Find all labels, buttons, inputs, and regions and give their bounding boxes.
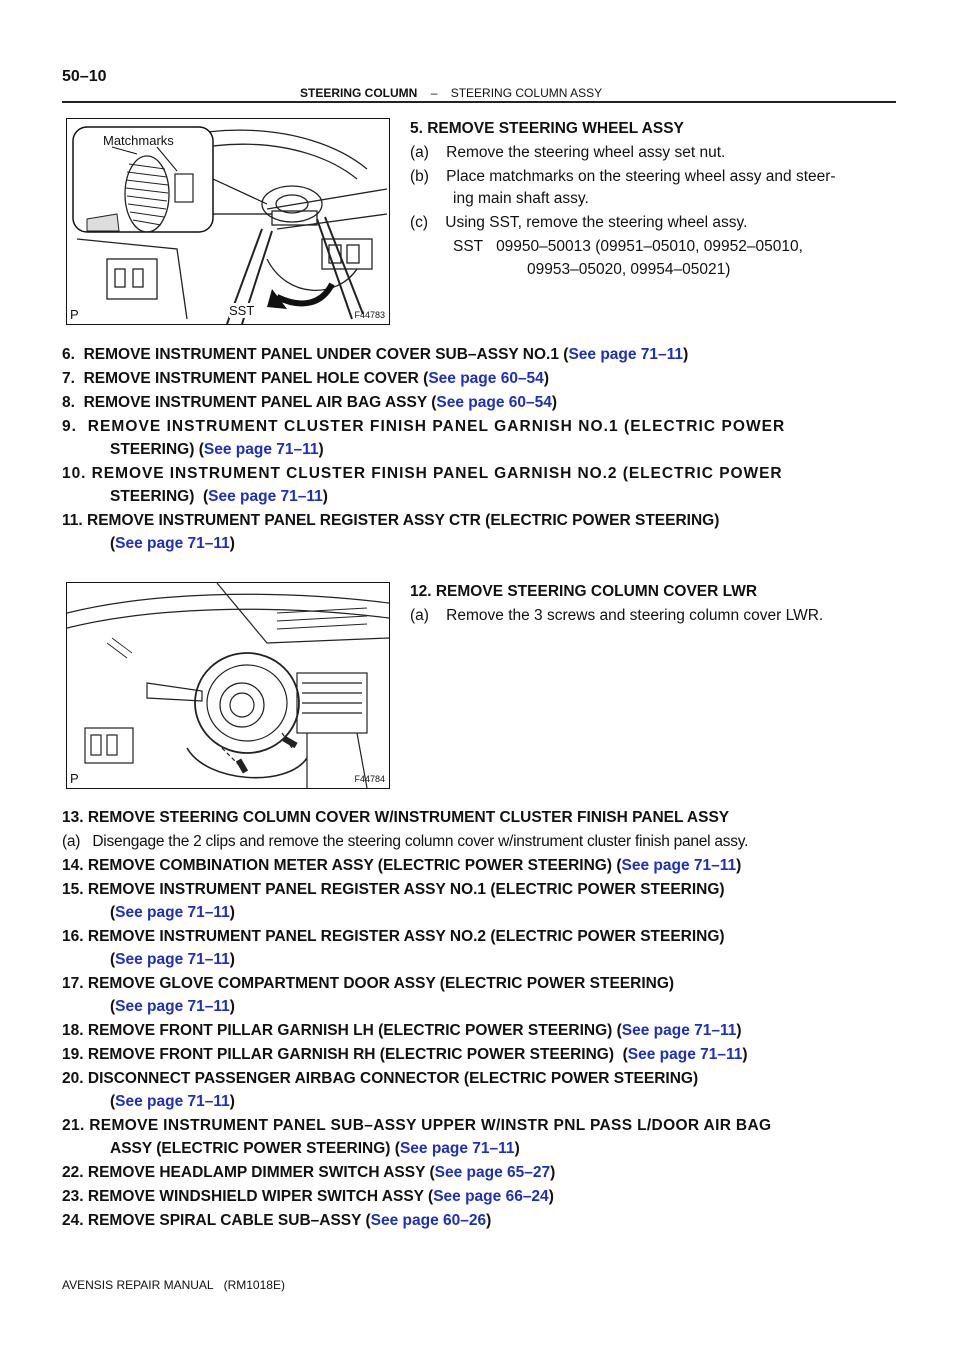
step-19-close: ) — [742, 1046, 748, 1063]
step-6-close: ) — [683, 346, 689, 363]
step-15-text: REMOVE INSTRUMENT PANEL REGISTER ASSY NO.1 (ELECTRIC POWER STEERING) — [87, 881, 725, 898]
step-19-text: REMOVE FRONT PILLAR GARNISH RH (ELECTRIC POWER STEERING) ( — [87, 1046, 628, 1063]
step-19 — [62, 1046, 748, 1064]
step-21-line1: 21. REMOVE INSTRUMENT PANEL SUB–ASSY UPPER W/INSTR PNL PASS L/DOOR AIR BAG — [62, 1117, 772, 1134]
step-8-close: ) — [551, 394, 558, 411]
callout-sst: SST — [229, 303, 255, 318]
step-10-line1: 10. REMOVE INSTRUMENT CLUSTER FINISH PANEL GARNISH NO.2 (ELECTRIC POWER — [62, 465, 783, 482]
step-21-text: ASSY (ELECTRIC POWER STEERING) ( — [110, 1140, 400, 1157]
step-9-line1: 9. REMOVE INSTRUMENT CLUSTER FINISH PANEL GARNISH NO.1 (ELECTRIC POWER — [62, 418, 786, 435]
step-24-close: ) — [486, 1212, 492, 1229]
step-20-text: DISCONNECT PASSENGER AIRBAG CONNECTOR (ELECTRIC POWER STEERING) — [87, 1070, 699, 1087]
step-23-number: 23. — [62, 1188, 84, 1205]
step-5b-line2: ing main shaft assy. — [453, 190, 589, 207]
header-breadcrumb — [300, 86, 602, 100]
step-10-line2 — [110, 488, 328, 506]
step-14-number: 14. — [62, 857, 84, 874]
step-18-close: ) — [736, 1022, 742, 1039]
steering-wheel-illustration — [67, 119, 389, 324]
step-23-close: ) — [548, 1188, 554, 1205]
step-20-number: 20. — [62, 1070, 84, 1087]
step-10-text: STEERING) ( — [110, 488, 209, 505]
step-14-text: REMOVE COMBINATION METER ASSY (ELECTRIC POWER STEERING) ( — [87, 857, 622, 874]
step-21-link[interactable]: See page 71–11 — [399, 1140, 515, 1157]
step-8-text: REMOVE INSTRUMENT PANEL AIR BAG ASSY ( — [83, 394, 437, 411]
figure-column-cover-removal — [66, 582, 390, 789]
figure2-marker: P — [70, 771, 79, 786]
step-18-number: 18. — [62, 1022, 84, 1039]
step-22-close: ) — [550, 1164, 556, 1181]
step-14-close: ) — [736, 857, 742, 874]
step-20-line1 — [62, 1070, 698, 1088]
step-16-number: 16. — [62, 928, 84, 945]
page-number: 50–10 — [62, 68, 107, 85]
step-17-number: 17. — [62, 975, 84, 992]
step-19-link[interactable]: See page 71–11 — [627, 1046, 743, 1063]
step-5-sst-line1: SST 09950–50013 (09951–05010, 09952–05010, — [453, 238, 803, 255]
step-16-line1 — [62, 928, 725, 946]
step-5a: (a) Remove the steering wheel assy set nut. — [410, 144, 726, 161]
header-section: STEERING COLUMN — [300, 86, 418, 100]
step-23-link[interactable]: See page 66–24 — [433, 1188, 549, 1205]
step-23-text: REMOVE WINDSHIELD WIPER SWITCH ASSY ( — [87, 1188, 434, 1205]
step-11-text: ( — [110, 535, 116, 552]
step-5-sst-line2: 09953–05020, 09954–05021) — [527, 261, 731, 278]
step-10-link[interactable]: See page 71–11 — [208, 488, 323, 505]
step-8 — [62, 394, 557, 412]
step-7 — [62, 370, 549, 388]
step-18-text: REMOVE FRONT PILLAR GARNISH LH (ELECTRIC POWER STEERING) ( — [87, 1022, 622, 1039]
step-21-line2 — [110, 1140, 520, 1158]
step-8-number: 8. — [62, 394, 75, 411]
footer-manual-title: AVENSIS REPAIR MANUAL (RM1018E) — [62, 1278, 285, 1292]
step-17-link[interactable]: See page 71–11 — [115, 998, 230, 1015]
step-13-title: 13. REMOVE STEERING COLUMN COVER W/INSTRUMENT CLUSTER FINISH PANEL ASSY — [62, 809, 730, 826]
step-19-number: 19. — [62, 1046, 84, 1063]
column-cover-illustration — [67, 583, 389, 788]
callout-matchmarks: Matchmarks — [103, 133, 174, 148]
step-16-link[interactable]: See page 71–11 — [115, 951, 230, 968]
step-16-text: REMOVE INSTRUMENT PANEL REGISTER ASSY NO.2 (ELECTRIC POWER STEERING) — [87, 928, 725, 945]
step-24-link[interactable]: See page 60–26 — [370, 1212, 487, 1229]
step-7-link[interactable]: See page 60–54 — [428, 370, 544, 387]
step-11-link[interactable]: See page 71–11 — [115, 535, 230, 552]
step-9-link[interactable]: See page 71–11 — [203, 441, 319, 458]
figure2-id: F44784 — [354, 774, 385, 784]
step-12-title: 12. REMOVE STEERING COLUMN COVER LWR — [410, 583, 758, 600]
step-15-line2: (See page 71–11) — [110, 904, 235, 921]
step-18 — [62, 1022, 742, 1040]
step-7-close: ) — [543, 370, 549, 387]
step-17-line1 — [62, 975, 674, 993]
step-22 — [62, 1164, 555, 1182]
step-22-link[interactable]: See page 65–27 — [434, 1164, 551, 1181]
step-11-line2 — [110, 535, 235, 553]
step-20-link[interactable]: See page 71–11 — [115, 1093, 230, 1110]
step-22-number: 22. — [62, 1164, 84, 1181]
step-23 — [62, 1188, 554, 1206]
step-8-link[interactable]: See page 60–54 — [436, 394, 552, 411]
step-7-number: 7. — [62, 370, 75, 387]
step-10-close: ) — [322, 488, 328, 505]
step-15-number: 15. — [62, 881, 84, 898]
step-7-text: REMOVE INSTRUMENT PANEL HOLE COVER ( — [83, 370, 429, 387]
step-11-close: ) — [229, 535, 235, 552]
figure-id: F44783 — [354, 310, 385, 320]
step-20-line2: (See page 71–11) — [110, 1093, 235, 1110]
step-5-title: 5. REMOVE STEERING WHEEL ASSY — [410, 120, 684, 137]
step-13a: (a) Disengage the 2 clips and remove the steering column cover w/instrument cluster finish panel assy. — [62, 833, 749, 850]
step-6-number: 6. — [62, 346, 75, 363]
step-6-text: REMOVE INSTRUMENT PANEL UNDER COVER SUB–ASSY NO.1 ( — [83, 346, 569, 363]
step-12a: (a) Remove the 3 screws and steering column cover LWR. — [410, 607, 824, 624]
step-18-link[interactable]: See page 71–11 — [621, 1022, 737, 1039]
step-24-text: REMOVE SPIRAL CABLE SUB–ASSY ( — [87, 1212, 371, 1229]
step-15-line1 — [62, 881, 725, 899]
step-9-close: ) — [318, 441, 324, 458]
header-subsection: STEERING COLUMN ASSY — [450, 86, 603, 100]
figure-marker: P — [70, 307, 79, 322]
step-16-line2: (See page 71–11) — [110, 951, 235, 968]
step-9-line2 — [110, 441, 324, 459]
step-15-link[interactable]: See page 71–11 — [115, 904, 230, 921]
step-24 — [62, 1212, 491, 1230]
header-separator: – — [430, 86, 438, 100]
step-6-link[interactable]: See page 71–11 — [568, 346, 684, 363]
step-14-link[interactable]: See page 71–11 — [621, 857, 737, 874]
step-11-line1: 11. REMOVE INSTRUMENT PANEL REGISTER ASSY CTR (ELECTRIC POWER STEERING) — [62, 512, 720, 529]
step-9-text: STEERING) ( — [110, 441, 204, 458]
step-24-number: 24. — [62, 1212, 84, 1229]
step-17-text: REMOVE GLOVE COMPARTMENT DOOR ASSY (ELECTRIC POWER STEERING) — [87, 975, 675, 992]
header-rule — [62, 101, 896, 103]
step-5c: (c) Using SST, remove the steering wheel assy. — [410, 214, 748, 231]
step-22-text: REMOVE HEADLAMP DIMMER SWITCH ASSY ( — [87, 1164, 435, 1181]
step-5b-line1: (b) Place matchmarks on the steering wheel assy and steer- — [410, 168, 836, 185]
step-21-close: ) — [514, 1140, 520, 1157]
step-6 — [62, 346, 688, 364]
step-14 — [62, 857, 741, 875]
figure-steering-wheel-removal — [66, 118, 390, 325]
step-17-line2: (See page 71–11) — [110, 998, 235, 1015]
